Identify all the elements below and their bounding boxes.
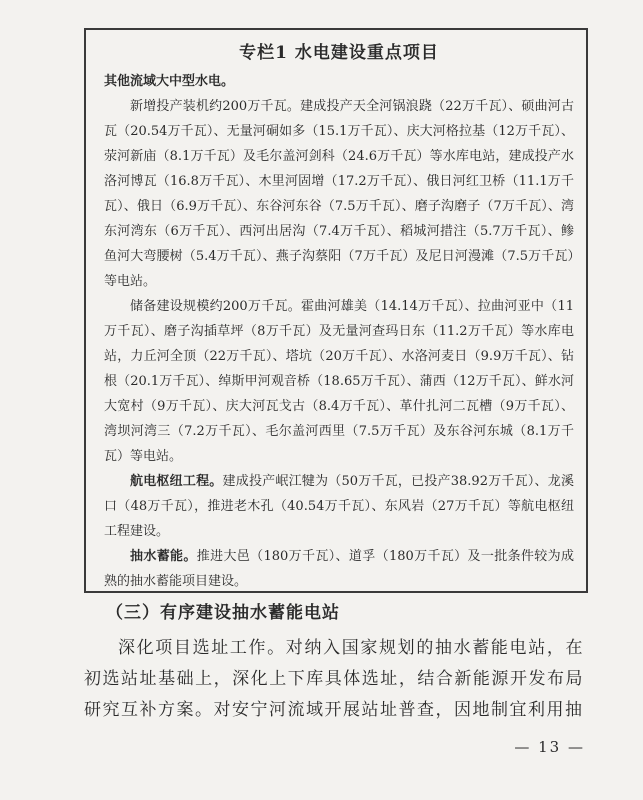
feature-box xyxy=(84,28,588,593)
box-paragraph-navigation-hubs xyxy=(104,469,574,544)
box-paragraph-pumped-text: 推进大邑（180万千瓦）、道孚（180万千瓦）及一批条件较为成熟的抽水蓄能项目建设。 xyxy=(104,549,574,589)
box-paragraph-pumped-storage xyxy=(104,544,574,594)
box-title: 专栏1 水电建设重点项目 xyxy=(239,43,439,63)
box-subheading-text: 其他流域大中型水电。 xyxy=(104,74,235,89)
section-heading: （三）有序建设抽水蓄能电站 xyxy=(106,603,340,623)
page-number: — 13 — xyxy=(514,738,585,756)
box-paragraph-navigation-label: 航电枢纽工程。 xyxy=(130,474,223,489)
box-paragraph-reserve-capacity: 储备建设规模约200万千瓦。霍曲河雄美（14.14万千瓦）、拉曲河亚中（11万千瓦）、磨子沟插草坪（8万千瓦）及无量河查玛日东（11.2万千瓦）等水库电站，力丘河全顶（22万千瓦）、塔坑（20万千瓦）、水洛河麦日（9.9万千瓦）、钻根（20.1万千瓦）、绰斯甲河观音桥（18.65万千瓦）、蒲西（12万千瓦）、鲜水河大宽村（9万千瓦）、庆大河瓦戈古（8.4万千瓦）、革什扎河二瓦槽（9万千瓦）、湾坝河湾三（7.2万千瓦）、毛尔盖河西里（7.5万千瓦）及东谷河东城（8.1万千瓦）等电站。 xyxy=(104,299,574,464)
box-paragraph-pumped-label: 抽水蓄能。 xyxy=(130,549,197,564)
box-subheading xyxy=(104,69,574,94)
box-paragraph-new-capacity: 新增投产装机约200万千瓦。建成投产天全河锅浪跷（22万千瓦）、硕曲河古瓦（20.54万千瓦）、无量河硐如多（15.1万千瓦）、庆大河格拉基（12万千瓦）、荥河新庙（8.1万千瓦）及毛尔盖河剑科（24.6万千瓦）等水库电站，建成投产水洛河博瓦（16.8万千瓦）、木里河固增（17.2万千瓦）、俄日河红卫桥（11.1万千瓦）、俄日（6.9万千瓦）、东谷河东谷（7.5万千瓦）、磨子沟磨子（7万千瓦）、湾东河湾东（6万千瓦）、西河出居沟（7.4万千瓦）、稻城河措注（5.7万千瓦）、鲹鱼河大弯腰树（5.4万千瓦）、燕子沟蔡阳（7万千瓦）及尼日河漫滩（7.5万千瓦）等电站。 xyxy=(104,99,574,289)
box-paragraph-navigation-text: 建成投产岷江犍为（50万千瓦，已投产38.92万千瓦）、龙溪口（48万千瓦），推进老木孔（40.54万千瓦）、东风岩（27万千瓦）等航电枢纽工程建设。 xyxy=(104,474,574,539)
section-body-text: 深化项目选址工作。对纳入国家规划的抽水蓄能电站，在初选站址基础上，深化上下库具体选址，结合新能源开发布局研究互补方案。对安宁河流域开展站址普查，因地制宜利用抽 xyxy=(84,638,584,720)
